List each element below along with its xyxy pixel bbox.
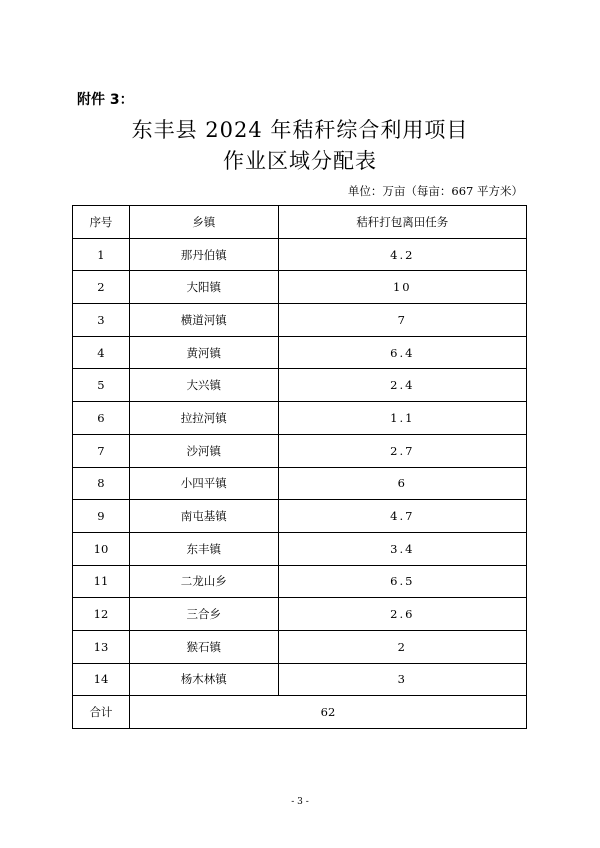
- task-cell: 10: [278, 271, 526, 304]
- town-cell: 那丹伯镇: [129, 238, 278, 271]
- table-row: [73, 467, 527, 500]
- town-cell: 大兴镇: [129, 369, 278, 402]
- seq-cell: 1: [73, 238, 130, 271]
- task-cell: 2.6: [278, 598, 526, 631]
- town-cell: 黄河镇: [129, 336, 278, 369]
- allocation-table: [72, 205, 527, 729]
- seq-cell: 13: [73, 630, 130, 663]
- town-cell: 南屯基镇: [129, 500, 278, 533]
- town-cell: 二龙山乡: [129, 565, 278, 598]
- header-town: 乡镇: [129, 206, 278, 239]
- header-task: 秸秆打包离田任务: [278, 206, 526, 239]
- table-row: [73, 369, 527, 402]
- table-row: [73, 238, 527, 271]
- document-title-line2: 作业区域分配表: [223, 149, 377, 173]
- town-cell: 东丰镇: [129, 532, 278, 565]
- town-cell: 三合乡: [129, 598, 278, 631]
- task-cell: 3: [278, 663, 526, 696]
- table-row: [73, 271, 527, 304]
- town-cell: 大阳镇: [129, 271, 278, 304]
- seq-cell: 11: [73, 565, 130, 598]
- page-number: - 3 -: [291, 797, 309, 807]
- task-cell: 1.1: [278, 402, 526, 435]
- task-cell: 4.7: [278, 500, 526, 533]
- seq-cell: 5: [73, 369, 130, 402]
- seq-cell: 9: [73, 500, 130, 533]
- table-row: [73, 402, 527, 435]
- seq-cell: 8: [73, 467, 130, 500]
- total-label: 合计: [73, 696, 130, 729]
- table-row: [73, 336, 527, 369]
- task-cell: 4.2: [278, 238, 526, 271]
- task-cell: 6.5: [278, 565, 526, 598]
- town-cell: 猴石镇: [129, 630, 278, 663]
- document-title-line1: 东丰县 2024 年秸秆综合利用项目: [131, 118, 469, 142]
- seq-cell: 6: [73, 402, 130, 435]
- task-cell: 2.4: [278, 369, 526, 402]
- town-cell: 杨木林镇: [129, 663, 278, 696]
- task-cell: 2.7: [278, 434, 526, 467]
- task-cell: 3.4: [278, 532, 526, 565]
- table-row: [73, 565, 527, 598]
- header-seq: 序号: [73, 206, 130, 239]
- table-row: [73, 304, 527, 337]
- total-value: 62: [129, 696, 526, 729]
- task-cell: 2: [278, 630, 526, 663]
- table-row: [73, 500, 527, 533]
- seq-cell: 12: [73, 598, 130, 631]
- town-cell: 沙河镇: [129, 434, 278, 467]
- table-row: [73, 434, 527, 467]
- table-row: [73, 630, 527, 663]
- seq-cell: 3: [73, 304, 130, 337]
- task-cell: 6: [278, 467, 526, 500]
- seq-cell: 7: [73, 434, 130, 467]
- table-row: [73, 532, 527, 565]
- table-header-row: [73, 206, 527, 239]
- seq-cell: 14: [73, 663, 130, 696]
- attachment-label: 附件 3：: [77, 92, 134, 108]
- table-row: [73, 598, 527, 631]
- seq-cell: 4: [73, 336, 130, 369]
- task-cell: 6.4: [278, 336, 526, 369]
- town-cell: 横道河镇: [129, 304, 278, 337]
- task-cell: 7: [278, 304, 526, 337]
- total-row: [73, 696, 527, 729]
- seq-cell: 10: [73, 532, 130, 565]
- unit-note: 单位：万亩（每亩：667 平方米）: [347, 184, 523, 198]
- table-row: [73, 663, 527, 696]
- seq-cell: 2: [73, 271, 130, 304]
- town-cell: 拉拉河镇: [129, 402, 278, 435]
- town-cell: 小四平镇: [129, 467, 278, 500]
